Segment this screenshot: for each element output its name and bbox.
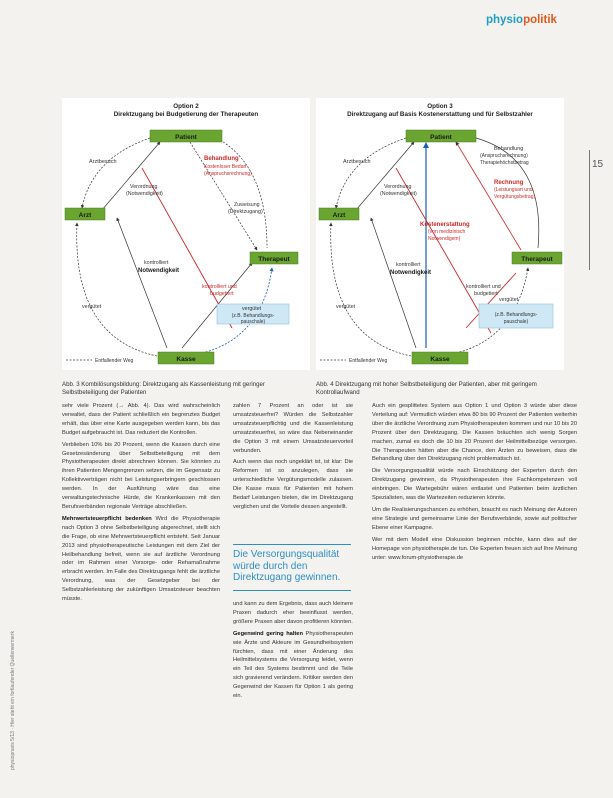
caption-abb4: Abb. 4 Direktzugang mit hoher Selbstbeteiligung der Patienten, aber mit geringem Kontrollaufwand (316, 381, 537, 396)
c2-paragraph-4: Physiotherapeuten wie Ärzte und Akteure im Gesundheitssystem fürchten, dass mit einer Änderung des Heilmittelsystems die Versorgung leidet, wenn ein Teil des Systems bestimmt und die Teile sich gravierend verändern. Kritiker werden den Gegenwind der Kassen für Option 1 als gering ein. (233, 630, 353, 700)
fig2-label-zuweisung: Zuweisung (234, 202, 260, 208)
figure-option-2 (62, 98, 310, 370)
pull-quote: Die Versorgungsqualität würde durch den Direktzugang gewinnen. (233, 549, 341, 583)
fig2-label-pauschal2: pauschale) (240, 319, 266, 325)
text-column-2-lower (233, 600, 353, 704)
fig3-label-arztbesuch: Arztbesuch (343, 159, 371, 165)
fig3-label-rechnung: Rechnung (494, 180, 524, 186)
c3-paragraph-3: Um die Realisierungschancen zu erhöhen, braucht es nach Meinung der Autoren eine Strategie und gemeinsame Linie der Berufsverbände, sowie auf politischer Ebene einer Kampagne. (372, 506, 577, 531)
fig2-edge-arztbesuch (82, 138, 150, 208)
fig3-label-kostenerstattung-sub2: Notwendigem) (428, 236, 461, 242)
fig3-label-pauschal: (z.B. Behandlungs- (494, 312, 538, 318)
fig3-label-behandlung-sub2: Therapiehöchstbetrag (480, 160, 529, 166)
c2-subheading: Gegenwind gering halten (233, 630, 303, 637)
fig3-edge-arztbesuch (336, 138, 406, 208)
fig2-label-verordnung: Verordnung (130, 184, 158, 190)
c3-paragraph-1: Auch ein gesplittetes System aus Option 1 und Option 3 würde aber diese Verteilung auf: Vermutlich würden etwa 80 bis 90 Prozent der Patienten weiterhin über die ärztliche Verordnung zum Physiotherapeuten kommen und nur 10 bis 20 Prozent über den Direktzugang. Die Kassen bräuchten sich wenig Sorgen machen, zumal es doch die 10 bis 20 Prozent der Heilmittelbezüge versorgen. Die Therapeuten hätten aber die Chance, den Ärzten zu beweisen, dass die Behandlung über den Direktzugang nicht problematisch ist. (372, 403, 577, 463)
text-column-1 (62, 402, 220, 607)
brand-part-politik: politik (523, 14, 557, 26)
fig2-label-verordnung-sub: (Notwendigkeit) (126, 191, 163, 197)
fig3-subtitle: Direktzugang auf Basis Kostenerstattung und für Selbstzahler (347, 110, 533, 118)
caption-abb3: Abb. 3 Kombilösungsbildung: Direktzugang als Kassenleistung mit geringer Selbstbeteiligung der Patienten (62, 381, 265, 396)
fig3-edge-vergutet-arzt (331, 223, 411, 356)
side-credit-line: physiopraxis 5/13 · Hier steht ein fortlaufender Quellenvermerk (10, 631, 16, 770)
figure-option-3 (316, 98, 564, 370)
fig2-label-arztbesuch: Arztbesuch (89, 159, 117, 165)
fig2-subtitle: Direktzugang bei Budgetierung der Therapeuten (113, 110, 259, 118)
fig2-label-verguetet-right: vergütet (242, 306, 262, 312)
fig2-legend-text: Entfallender Weg (95, 358, 134, 364)
fig3-diagram (316, 98, 564, 370)
c3-paragraph-2: Die Versorgungsqualität würde nach Einschätzung der Experten durch den Direktzugang gewinnen, da Physiotherapeuten ihre Fachkompetenzen voll einbringen. Die Wartegebühr wären entlastet und Patienten beim ärztlichen Spezialisten, was die Wartezeiten reduzieren könnte. (372, 468, 577, 502)
c1-paragraph-3-block (62, 515, 220, 604)
page-edge-rule (589, 150, 590, 270)
c2-paragraph-4-block (233, 630, 353, 701)
fig3-label-verordnung: Verordnung (384, 184, 412, 190)
fig2-label-zuweisung-sub: (Direktzugang) (228, 209, 263, 215)
fig3-label-kostenerstattung-sub: (von medizinisch (428, 229, 466, 235)
fig2-label-kontrolliert-budget: kontrolliert und (202, 284, 237, 290)
fig3-label-patient: Patient (430, 134, 452, 141)
c2-paragraph-2: Auch wenn das noch ungeklärt ist, ist klar: Die Reformen ist so anzulegen, dass sie unterschiedliche Vergütungsmodelle zulassen. Die Kasse muss für Patienten mit hohem Bedarf Leistungen bieten, die im Direktzugang verglichen und die Vorteile dessen angestellt. (233, 459, 353, 510)
fig3-edge-kontrolliert (371, 218, 416, 348)
fig2-edge-kontrolliert (117, 218, 167, 348)
text-column-3 (372, 402, 577, 565)
fig3-label-pauschal2: pauschale) (503, 319, 529, 325)
c2-paragraph-1: zahlen 7 Prozent an oder ist sie umsatzsteuerfrei? Würden die Selbstzahler umsatzsteuerpflichtig und die Kassenleistung umsatzsteuerfrei, so wäre das Nebeneinander die Option 3 mit einem Umsatzsteuervorteil verbunden. (233, 403, 353, 454)
fig3-label-therapeut: Therapeut (521, 256, 553, 263)
fig2-label-behandlung-sub: Kostenloser Bedarf (204, 164, 247, 170)
fig2-title: Option 2 (173, 103, 199, 110)
text-column-2 (233, 402, 353, 515)
c1-paragraph-2: Verblieben 10% bis 20 Prozent, wenn die Kassen durch eine Gesetzesänderung über Selbstbeteiligung mit dem Physiotherapeuten direkt abrechnen können. Sie könnten zu ihren Patienten Mengengrenzen setzen, die im Gegensatz zu Kollektivverträgen nicht bei Leistungserbringern geschlossen werden. In der Ausführung wäre das eine verwaltungstechnische Hürde, die Krankenkassen mit den Berufsverbänden regionale Verträge abschließen. (62, 441, 220, 510)
fig2-diagram (62, 98, 310, 370)
fig2-label-notwendigkeit: Notwendigkeit (138, 268, 180, 274)
c1-subheading: Mehrwertsteuerpflicht bedenken (62, 515, 152, 522)
fig2-label-therapeut: Therapeut (258, 256, 290, 263)
fig3-label-rechnung-sub2: Vergütungsbetrag) (494, 194, 536, 200)
fig2-label-behandlung-sub2: (Anspruchsrechnung) (204, 171, 252, 177)
fig2-label-pauschal: (z.B. Behandlungs- (231, 313, 275, 319)
fig3-label-kontrolliert: kontrolliert (396, 262, 421, 268)
fig2-label-arzt: Arzt (78, 212, 92, 219)
fig3-label-kasse: Kasse (430, 356, 450, 363)
c3-paragraph-4: Wer mit dem Modell eine Diskussion beginnen möchte, kann dies auf der Homepage von physiotherapie.de tun. Die Experten freuen sich auf Ihre Meinung unter: www.forum-physiotherapie.de (372, 536, 577, 561)
fig3-legend-text: Entfallender Weg (349, 358, 388, 364)
fig3-label-kostenerstattung: Kostenerstattung (420, 222, 470, 228)
fig2-label-patient: Patient (175, 134, 197, 141)
page-number: 15 (592, 159, 604, 170)
c1-paragraph-1: sehr viele Prozent (→ Abb. 4). Das wird wahrscheinlich verwaltet, dass der Patient schließlich ein begrenztes Budget erhält, das über eine Karte ausgegeben werden kann, bis das Budget aufgebraucht ist. Das reduziert die Kontrollen. (62, 403, 220, 436)
fig3-label-verordnung-sub: (Notwendigkeit) (380, 191, 417, 197)
fig2-label-kasse: Kasse (176, 356, 196, 363)
fig3-title: Option 3 (427, 103, 453, 110)
fig2-label-behandlung: Behandlung (204, 156, 239, 162)
fig3-label-verguetet-right: vergütet (499, 297, 519, 303)
fig3-label-budgetiert: budgetiert (474, 291, 498, 297)
fig2-label-kontrolliert: kontrolliert (144, 260, 169, 266)
fig2-edge-verordnung (102, 142, 160, 210)
fig3-label-rechnung-sub: (Leistungsart und (494, 187, 533, 193)
fig3-label-arzt: Arzt (332, 212, 346, 219)
quote-rule-bottom (233, 590, 351, 591)
magazine-section-brand (486, 14, 557, 26)
c2-paragraph-3: und kann zu dem Ergebnis, dass auch kleinere Praxen dadurch eher beeinflusst werden, größere Praxen aber davon profitieren könnten. (233, 601, 353, 625)
quote-rule-top (233, 544, 351, 545)
c1-paragraph-3: Wird die Physiotherapie nach Option 3 ohne Selbstbeteiligung abgerechnet, stellt sich die Frage, ob eine Mehrwertsteuerpflicht entsteht. Seit Januar 2013 sind physiotherapeutische Leistungen mit dem Ziel der Heilbehandlung befreit, wenn sie auf ärztliche Verordnung oder im Rahmen einer Vorsorge- oder Rehamaßnahme erbracht werden. Im Falle des Direktzugangs fehlt die ärztliche Verordnung, was der Gesetzgeber bei der Selbstzahlerleistung der zukünftigen Umsatzsteuer beachten müsste. (62, 515, 220, 603)
fig3-edge-verordnung (356, 142, 414, 210)
fig2-label-verguetet-left: vergütet (82, 304, 102, 310)
fig2-edge-vergutet-arzt (77, 223, 157, 356)
fig3-label-verguetet-left: vergütet (336, 304, 356, 310)
brand-part-physio: physio (486, 14, 524, 26)
fig3-label-behandlung-sub: (Anspruchsrechnung) (480, 153, 528, 159)
fig3-label-notwendigkeit: Notwendigkeit (390, 270, 432, 276)
fig3-label-behandlung: Behandlung (494, 146, 524, 152)
fig2-label-budgetiert: budgetiert (210, 291, 234, 297)
fig3-label-kontrolliert-budget: kontrolliert und (466, 284, 501, 290)
